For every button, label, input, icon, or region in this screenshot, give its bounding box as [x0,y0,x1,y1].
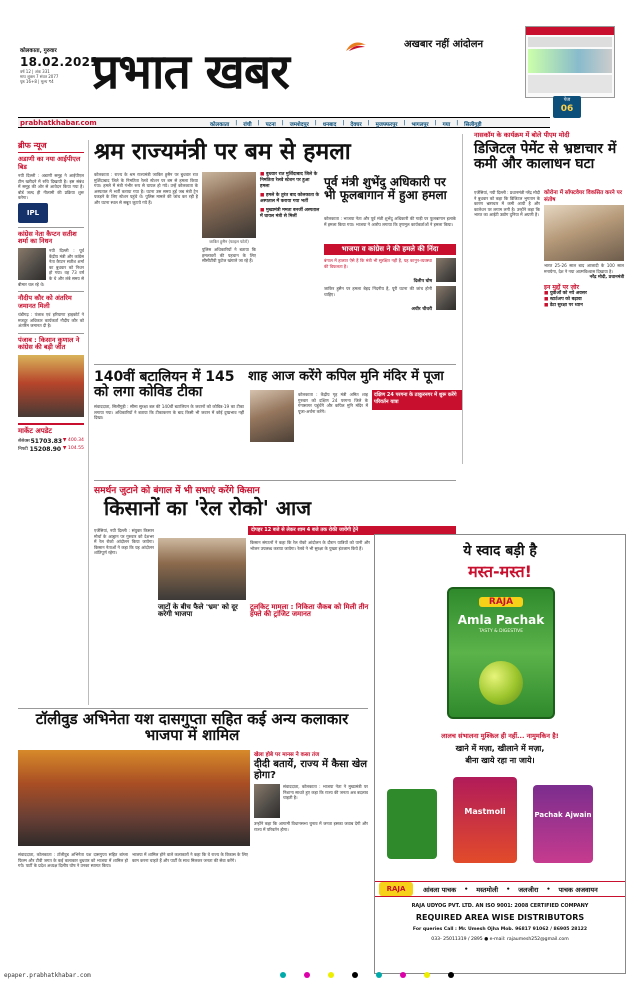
kisan-headline[interactable]: किसानों का 'रेल रोको' आज [104,496,312,520]
page-number: 06 [560,104,574,114]
lead-photo-caption: जाकिर हुसैन (फाइल फोटो) [209,239,249,244]
nifty-change: ▼ 104.55 [62,445,84,451]
punjab-rally-photo [18,355,84,417]
quote1-text: बंगाल में हालात ऐसे हैं कि मंत्री भी सुरक्षित नहीं हैं, यह कानून-व्यवस्था की विफलता है। [324,258,432,269]
right-text: एजेंसियां, नयी दिल्ली : प्रधानमंत्री नरेंद्र मोदी ने बुधवार को कहा कि डिजिटल भुगतान के कारण भ्रष्टाचार में कमी आयी है और कालेधन पर लगाम लगी है। उन्होंने कहा कि भारत का आईटी उद्योग दुनिया में अग्रणी है। [474,190,540,218]
sensex-change: ▼ 400.34 [62,437,84,443]
city-item[interactable]: कोलकाता [210,121,230,128]
nav-strip [18,117,550,128]
amit-shah-photo [250,390,294,442]
raja-strip-logo: RAJA [379,882,413,896]
satish-sharma-photo [18,248,46,280]
story2-text: नयी दिल्ली : पूर्व केंद्रीय मंत्री और कांग्रेस नेता कैप्टन सतीश शर्मा का बुधवार को निधन हो गया। वह 73 वर्ष के थे और लंबे समय से बीमार चल रहे थे। [18,247,84,287]
pack-brand: RAJA [479,597,523,607]
ad-email: 033- 25011319 / 2895 ● e-mail: rajaumesh252@gmail.com [431,937,569,942]
shah-band: दक्षिण 24 परगना के ठाकुरनगर में शुरू करेंगे परिवर्तन यात्रा [372,390,462,410]
point-item: ■ डेटा सुरक्षा पर ध्यान [544,303,624,309]
registration-dots [280,972,620,978]
lead-body [94,172,198,206]
strip-item: पाचक अजवायन [558,885,598,894]
strip-item: आंवला पाचक [423,885,457,894]
raja-ad[interactable] [374,534,626,974]
section-brief: ब्रीफ न्यूज [18,140,84,153]
kisan-photo [158,538,246,600]
modi-box [544,190,624,309]
ajwain-label: Pachak Ajwain [534,811,592,819]
kisan-kicker: समर्थन जुटाने को बंगाल में भी सभाएं करेंगे किसान [94,486,260,496]
side-kicker: खेला होबे पर मानस ने कसा तंज [254,752,320,758]
tagline: अखबार नहीं आंदोलन [404,39,484,50]
covid-headline[interactable]: 140वीं बटालियन में 145 को लगा कोविड टीका [94,369,235,400]
edition-line-2: माघ शुक्ल 7 संवत 2077 [20,74,59,79]
front-page-thumbnail[interactable] [525,26,615,98]
bottom-text: संवाददाता, कोलकाता : टॉलीवुड अभिनेता यश दासगुप्ता सहित बांग्ला फिल्म और टीवी जगत के कई कलाकार बुधवार को भाजपा में शामिल हो गये। पार्टी के प्रदेश अध्यक्ष दिलीप घोष ने उनका स्वागत किया। [18,852,128,869]
quote1-author: दिलीप घोष [413,279,432,284]
lead-bullet: ■ बुधवार रात मुर्शिदाबाद जिले के निमतिता रेलवे स्टेशन पर हुआ हमला [260,172,320,190]
column-rule [88,140,89,705]
page-badge-label: पेज [563,97,571,103]
ad-company: RAJA UDYOG PVT. LTD. AN ISO 9001: 2008 CERTIFIED COMPANY [411,903,589,909]
ad-contact: For queries Call : Mr. Umesh Ojha Mob. 96817 91062 / 86905 28122 [412,927,588,932]
page-badge [553,96,581,118]
product-strip: RAJA आंवला पाचक • मस्तमोली • जलजीरा • पाचक अजवायन [375,881,625,897]
tollywood-photo [18,750,250,846]
strip-item: जलजीरा [518,885,539,894]
city-day: कोलकाता, गुरुवार [20,48,57,54]
lead-bullet: ■ हमले के तुरंत बाद कोलकाता के अस्पताल में कराया गया भर्ती [260,193,320,205]
left-column [18,140,84,705]
kisan-sub2[interactable]: टूलकिट मामला : निकिता जैकब को मिली तीन हफ्ते की ट्रांजिट जमानत [250,603,369,619]
website-link[interactable]: prabhatkhabar.com [20,119,97,127]
adhir-photo [436,286,456,310]
lead-bullets [260,172,320,220]
ipl-logo: IPL [18,203,48,223]
ad-slogan-2: मस्त-मस्त! [468,562,532,581]
edition-line-1: वर्ष 12 | अंक 331 [20,69,50,74]
modi-photo [544,205,624,261]
strip-item: मस्तमोली [476,885,499,894]
lead-bullet: ■ मुख्यमंत्री ममता बनर्जी अस्पताल में घायल मंत्री से मिलीं [260,208,320,220]
quote-box-2 [324,286,456,312]
point-item: ■ युवाओं को नये अवसर [544,291,624,297]
ad-slogan-1: ये स्वाद बड़ी है [463,543,537,559]
covid-text: संवाददाता, सिलीगुड़ी : सीमा सुरक्षा बल की 140वीं बटालियन के जवानों को कोविड-19 का टीका लगाया गया। अधिकारियों ने बताया कि टीकाकरण के बाद किसी भी जवान में कोई दुष्प्रभाव नहीं दिखा। [94,404,244,421]
condemn-band: भाजपा व कांग्रेस ने की हमले की निंदा [324,244,456,255]
story1-title[interactable]: अडाणी का नया आईपीएल बिड [18,155,81,171]
ad-tagline-2: खाने में मज़ा, खीलाने में मज़ा, [455,744,545,753]
points-title: इन मुद्दों पर ज़ोर [544,284,579,292]
side-headline[interactable]: दीदी बतायें, राज्य में कैसा खेल होगा? [254,759,367,781]
sub-text: कोलकाता : भाजपा नेता और पूर्व मंत्री शुभेंदु अधिकारी की गाड़ी पर फूलबागान इलाके में हमला किया गया। भाजपा ने आरोप लगाया कि तृणमूल कार्यकर्ताओं ने हमला किया। [324,216,456,227]
amla-pachak-pack [447,587,555,719]
product-row [383,773,619,873]
city-item[interactable]: भागलपुर [411,121,429,128]
story2-title[interactable]: कांग्रेस नेता कैप्टन सतीश शर्मा का निधन [18,229,77,246]
side-text: संवाददाता, कोलकाता : भाजपा नेता ने मुख्यमंत्री पर निशाना साधते हुए कहा कि राज्य की जनता अब बदलाव चाहती है। [283,784,368,801]
kisan-sub1[interactable]: जाटों के बीच फैले 'भ्रम' को दूर करेगी भाजपा [158,603,238,619]
point-item: ■ स्टार्टअप को बढ़ावा [544,297,624,303]
ad-tagline-1: लालच संभालना मुश्किल ही नहीं... नामुमकिन है! [441,732,559,740]
story3-text: चंडीगढ़ : पंजाब एवं हरियाणा हाइकोर्ट ने मजदूर अधिकार कार्यकर्ता नौदीप कौर को अंतरिम जमानत दी है। [18,312,84,329]
city-item[interactable]: सिलीगुड़ी [464,121,482,128]
quote2-author: अधीर चौधरी [411,307,432,312]
amla-fruit-icon [479,661,523,705]
footer-site[interactable]: epaper.prabhatkhabar.com [4,972,91,979]
dateline [20,46,99,84]
city-item[interactable]: पटना [265,121,276,128]
pack-sub: TASTY & DIGESTIVE [478,629,524,634]
lead-photo-box: जाकिर हुसैन (फाइल फोटो) पुलिस अधिकारियों ने बताया कि हमलावरों की पहचान के लिए सीसीटीवी फुटेज खंगाले जा रहे हैं। [202,172,256,264]
brand-name: प्रभात खबर [92,44,289,100]
box-text: भारत 25-26 साल बाद आजादी के 100 साल मनायेगा, देश ने नया आत्मविश्वास दिखाया है। [544,263,624,274]
sensex-value: 51703.83 [30,437,63,445]
pack-mastmoli [453,777,517,863]
masthead [0,0,640,120]
right-headline[interactable]: डिजिटल पेमेंट से भ्रष्टाचार में कमी और कालाधन घटा [474,141,617,172]
brand-logo[interactable] [92,42,412,104]
nifty-value: 15208.90 [29,445,62,453]
right-kicker: नासकॉम के कार्यक्रम में बोले पीएम मोदी [474,131,570,139]
ad-tagline-3: बीना खाये रहा ना जाये। [465,756,535,765]
sensex-label: सेंसेक्स [18,438,30,444]
box-title: कोरोना में सॉफ्टवेयर विकसित करने पर संतोष [544,190,622,203]
city-item[interactable]: जमशेदपुर [289,121,309,128]
quote-box-1 [324,258,456,284]
edition-line-3: पृष्ठ 16+8 | मूल्य ₹4 [20,79,54,84]
shah-headline[interactable]: शाह आज करेंगे कपिल मुनि मंदिर में पूजा [248,369,444,384]
manas-photo [254,784,280,818]
city-item[interactable]: मुजफ्फरपुर [375,121,398,128]
lead-photo [202,172,256,238]
pack-small-amla [387,789,437,859]
story4-title[interactable]: पंजाब : किसान कुणाल ने कांग्रेस की बड़ी जीत [18,335,80,352]
nifty-label: निफ्टी [18,446,28,452]
market-update [18,423,84,453]
pack-ajwain [533,785,593,863]
city-list: कोलकाता | रांची | पटना | जमशेदपुर | धनबाद | देवघर | मुजफ्फरपुर | भागलपुर | गया | सिलीगुड़ी [210,119,482,128]
bottom-headline[interactable]: टॉलीवुड अभिनेता यश दासगुप्ता सहित कई अन्य कलाकार भाजपा में शामिल [35,710,349,744]
side-story: खेला होबे पर मानस ने कसा तंज दीदी बतायें, राज्य में कैसा खेल होगा? संवाददाता, कोलकाता : भाजपा नेता ने मुख्यमंत्री पर निशाना साधते हुए कहा कि राज्य की जनता अब बदलाव चाहती है। उन्होंने कहा कि आगामी विधानसभा चुनाव में जनता इसका जवाब देगी और राज्य में परिवर्तन होगा। [254,752,368,832]
shah-text: कोलकाता : केंद्रीय गृह मंत्री अमित शाह गुरुवार को दक्षिण 24 परगना जिले के गंगासागर पहुंचेंगे और कपिल मुनि मंदिर में पूजा-अर्चना करेंगे। [298,392,368,414]
ad-required: REQUIRED AREA WISE DISTRIBUTORS [415,913,585,922]
city-item[interactable]: धनबाद [322,121,337,128]
quote2-text: जाकिर हुसैन पर हमला बेहद निंदनीय है, पूरी घटना की जांच होनी चाहिए। [324,286,432,297]
kisan-tagline: दोपहर 12 बजे से लेकर शाम 4 बजे तक रोकी जायेंगी ट्रेनें [248,526,456,535]
box-author: नरेंद्र मोदी, प्रधानमंत्री [589,275,624,281]
lead-headline[interactable]: श्रम राज्यमंत्री पर बम से हमला [94,139,351,165]
issue-date: 18.02.2021 [20,55,99,69]
market-title: मार्केट अपडेट [18,426,52,435]
kisan-text: एजेंसियां, नयी दिल्ली : संयुक्त किसान मोर्चा के आह्वान पर गुरुवार को देशभर में रेल रोको आंदोलन किया जायेगा। किसान नेताओं ने कहा कि यह आंदोलन शांतिपूर्ण रहेगा। [94,528,154,556]
mastmoli-label: Mastmoli [464,807,506,816]
city-item[interactable]: रांची [243,121,252,128]
pack-name: Amla Pachak [457,613,545,627]
story3-title[interactable]: नौदीप कौर को अंतरिम जमानत मिली [18,294,72,310]
sub-headline[interactable]: पूर्व मंत्री शुभेंदु अधिकारी पर भी फूलबागान में हुआ हमला [324,175,447,202]
city-item[interactable]: गया [442,121,451,128]
logo-flame-icon [345,38,367,52]
dilip-ghosh-photo [436,258,456,282]
story1-text: नयी दिल्ली : अडाणी समूह ने आईपीएल टीम खरीदने में रुचि दिखायी है। इस संबंध में समूह की ओर से आवेदन किया गया है। बोर्ड जल्द ही नीलामी की प्रक्रिया शुरू करेगा। [18,173,84,201]
city-item[interactable]: देवघर [350,121,362,128]
lead-text: कोलकाता : राज्य के श्रम राज्यमंत्री जाकिर हुसैन पर बुधवार रात मुर्शिदाबाद जिले के निमतिता रेलवे स्टेशन पर बम से हमला किया गया। हमले में मंत्री गंभीर रूप से घायल हो गये। उन्हें कोलकाता के अस्पताल में भर्ती कराया गया है। घटना उस समय हुई जब मंत्री ट्रेन पकड़ने के लिए स्टेशन पहुंचे थे। पुलिस मामले की जांच कर रही है और घटना स्थल से सबूत जुटाये गये हैं। [94,172,198,205]
